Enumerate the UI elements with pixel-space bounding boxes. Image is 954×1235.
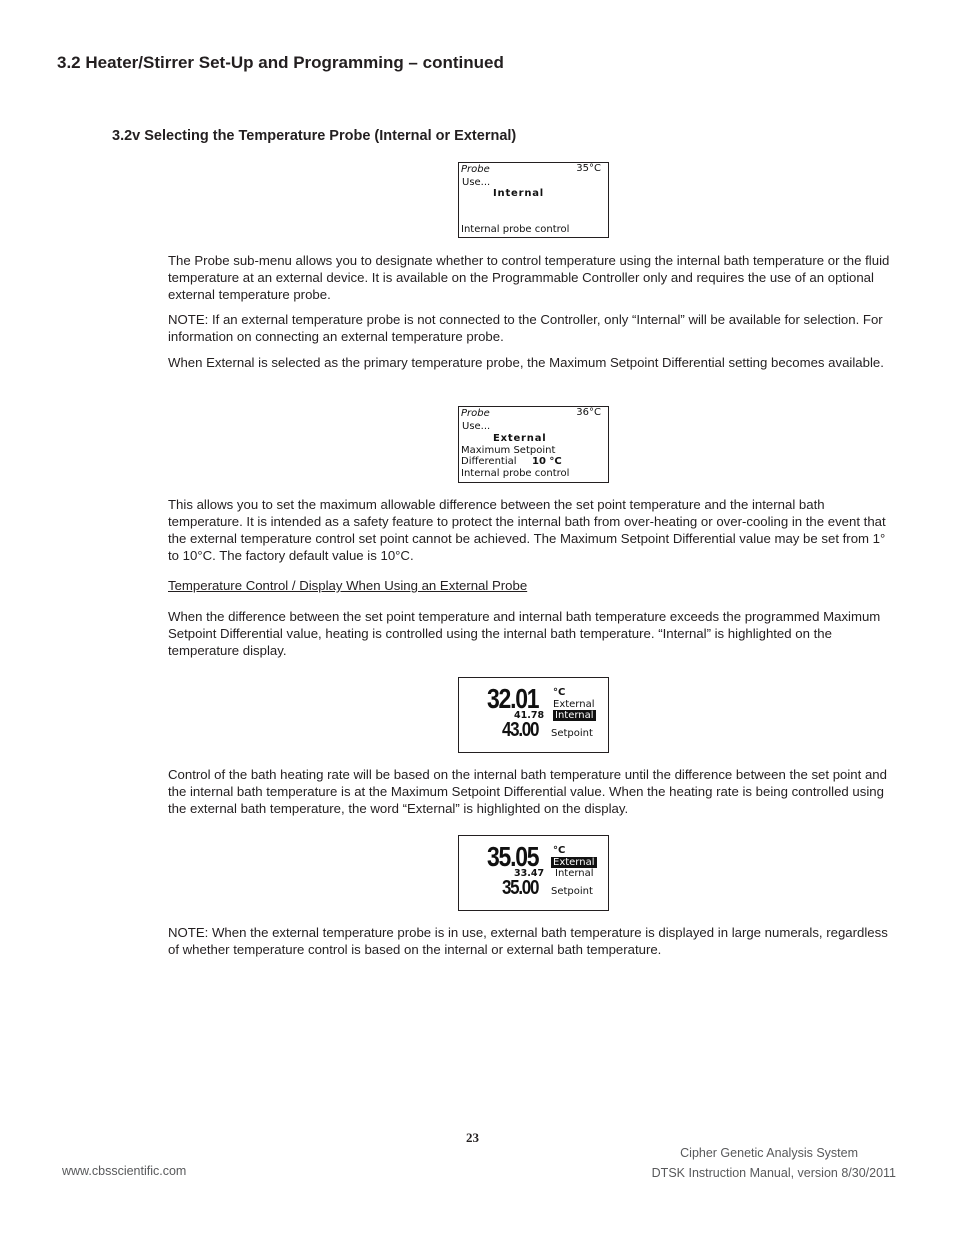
lcd-external-label-highlighted: External: [553, 857, 595, 868]
lcd-main-temp: 35.05: [487, 841, 539, 872]
lcd-external-label: External: [553, 699, 595, 710]
paragraph: When the difference between the set point temperature and internal bath temperature exceeds the programmed Maximum Setpoint Differential value, heating is controlled using the internal bath temperature. “Internal” is highlighted on the temperature display.: [168, 609, 881, 658]
lcd-use-line: Use...: [462, 421, 491, 432]
section-title: 3.2 Heater/Stirrer Set-Up and Programming – continued: [57, 53, 504, 72]
lcd-temp: 36°C: [576, 407, 601, 418]
lcd-footer-text: Internal probe control: [461, 224, 570, 235]
paragraph: When External is selected as the primary temperature probe, the Maximum Setpoint Differential setting becomes available.: [168, 355, 884, 370]
lcd-setpoint-label: Setpoint: [551, 728, 593, 739]
lcd-screen-temperature-internal: [458, 677, 609, 753]
paragraph: This allows you to set the maximum allowable difference between the set point temperature and the internal bath temperature. It is intended as a safety feature to protect the internal bath from over-heating or over-cooling in the event that the external temperature control set point cannot be achieved. The Maximum Setpoint Differential value may be set from 1° to 10°C. The factory default value is 10°C.: [168, 497, 886, 563]
lcd-screen-probe-external: [458, 406, 609, 483]
lcd-setpoint-temp: 35.00: [502, 877, 539, 899]
lcd-screen-probe-internal: [458, 162, 609, 238]
lcd-internal-label-highlighted: Internal: [555, 710, 594, 721]
lcd-secondary-temp: 41.78: [514, 710, 545, 721]
lcd-probe-value: Internal: [493, 188, 545, 199]
note-paragraph: NOTE: If an external temperature probe is not connected to the Controller, only “Internal” will be available for selection. For information on connecting an external temperature probe.: [168, 312, 883, 344]
lcd-internal-label: Internal: [555, 868, 594, 879]
footer-website[interactable]: www.cbsscientific.com: [62, 1164, 187, 1178]
lcd-setpoint-temp: 43.00: [502, 719, 539, 741]
lcd-differential-label: Differential: [461, 456, 517, 467]
lcd-main-temp: 32.01: [487, 683, 539, 714]
lcd-max-setpoint-label: Maximum Setpoint: [461, 445, 556, 456]
lcd-unit: °C: [553, 687, 566, 698]
paragraph: The Probe sub-menu allows you to designate whether to control temperature using the internal bath temperature or the fluid temperature at an external device. It is available on the Programmable Controller only and requires the use of an optional external temperature probe.: [168, 253, 890, 302]
lcd-temp: 35°C: [576, 163, 601, 174]
footer-product: Cipher Genetic Analysis System: [680, 1146, 858, 1160]
subsection-title: 3.2v Selecting the Temperature Probe (Internal or External): [112, 128, 517, 144]
lcd-menu-title: Probe: [461, 164, 490, 175]
page-number: 23: [466, 1130, 479, 1145]
footer-manual-version: DTSK Instruction Manual, version 8/30/2011: [651, 1166, 896, 1180]
note-paragraph: NOTE: When the external temperature probe is in use, external bath temperature is displayed in large numerals, regardless of whether temperature control is based on the internal or external bath temperature.: [168, 925, 888, 957]
lcd-use-line: Use...: [462, 177, 491, 188]
lcd-screen-temperature-external: [458, 835, 609, 911]
underlined-heading: Temperature Control / Display When Using an External Probe: [168, 578, 528, 593]
paragraph: Control of the bath heating rate will be based on the internal bath temperature until the difference between the set point and the internal bath temperature is at the Maximum Setpoint Differential value. When the heating rate is being controlled using the external bath temperature, the word “External” is highlighted on the display.: [168, 767, 887, 816]
lcd-menu-title: Probe: [461, 408, 490, 419]
lcd-probe-value: External: [493, 433, 547, 444]
lcd-setpoint-label: Setpoint: [551, 886, 593, 897]
lcd-secondary-temp: 33.47: [514, 868, 545, 879]
lcd-differential-value: 10 °C: [532, 456, 562, 467]
lcd-unit: °C: [553, 845, 566, 856]
lcd-footer-text: Internal probe control: [461, 468, 570, 479]
